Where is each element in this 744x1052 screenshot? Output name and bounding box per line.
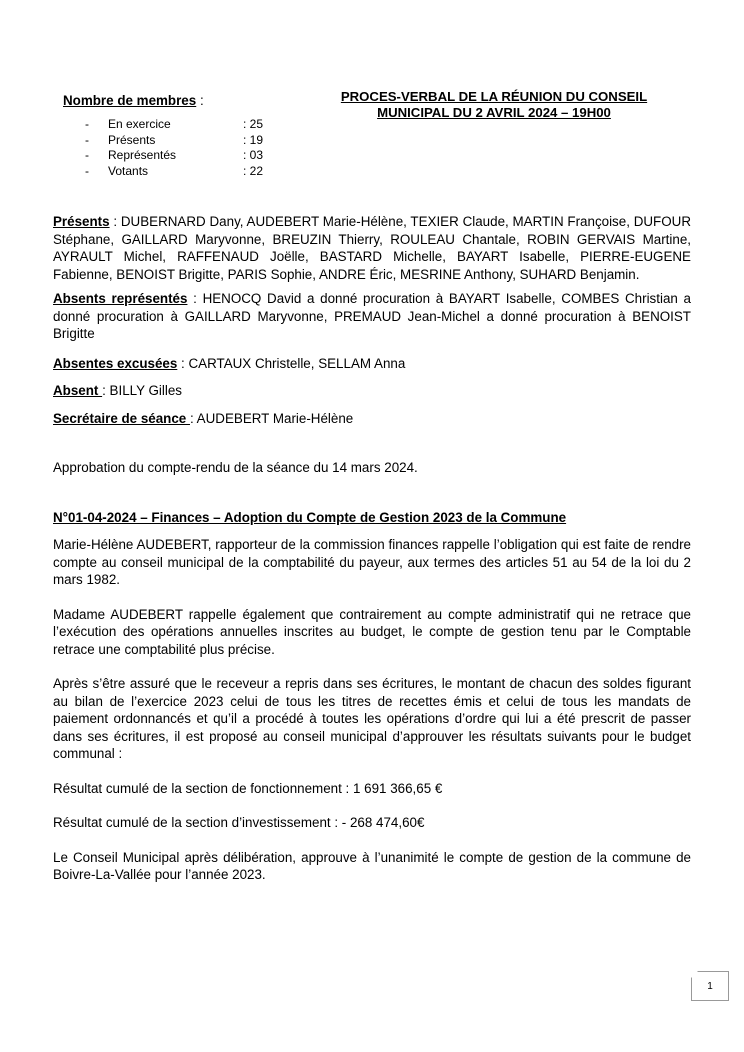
result-investissement: Résultat cumulé de la section d’investissement : - 268 474,60€ xyxy=(53,815,425,830)
represented-paragraph: Absents représentés : HENOCQ David a donné procuration à BAYART Isabelle, COMBES Christian a donné procuration à GAILLARD Maryvonne, PREMAUD Jean-Michel a donné procuration à BENOIST Brigitte xyxy=(53,291,691,341)
members-item: - Présents : 19 xyxy=(85,132,264,147)
members-item: - En exercice : 25 xyxy=(85,117,264,131)
result-fonctionnement: Résultat cumulé de la section de fonctionnement : 1 691 366,65 € xyxy=(53,780,443,796)
title-line-2: MUNICIPAL DU 2 AVRIL 2024 – 19H00 xyxy=(377,105,611,120)
presents-paragraph: Présents : DUBERNARD Dany, AUDEBERT Marie-Hélène, TEXIER Claude, MARTIN Françoise, DUFOUR Stéphane, GAILLARD Maryvonne, BREUZIN Thierry, ROULEAU Chantale, ROBIN GERVAIS Martine, AYRAULT Michel, RAFFENAUD Joëlle, BASTARD Michelle, BAYART Isabelle, PIERRE-EUGENE Fabienne, BENOIST Brigitte, PARIS Sophie, ANDRE Éric, MESRINE Anthony, SUHARD Benjamin. xyxy=(53,214,691,282)
section-paragraph-3: Après s’être assuré que le receveur a repris dans ses écritures, le montant de chacun des soldes figurant au bilan de l’exercice 2023 celui de tous les titres de recettes émis et celui de tous les mandats de paiement ordonnancés et qu’il a procédé à toutes les opérations d’ordre qui lui a été prescrit de passer dans ses écritures, il est proposé au conseil municipal d’approuver les résultats suivants pour le budget communal : xyxy=(53,676,691,761)
members-block xyxy=(63,93,303,179)
absent-paragraph: Absent : BILLY Gilles xyxy=(53,383,182,398)
members-item: - Votants : 22 xyxy=(85,163,264,178)
section-paragraph-2: Madame AUDEBERT rappelle également que contrairement au compte administratif qui ne retrace que l’exécution des opérations annuelles inscrites au budget, le compte de gestion tenu par le Comptable retrace une comptabilité plus précise. xyxy=(53,606,691,657)
document-body xyxy=(53,213,691,884)
section-heading: N°01-04-2024 – Finances – Adoption du Compte de Gestion 2023 de la Commune xyxy=(53,509,567,525)
secretary-paragraph: Secrétaire de séance : AUDEBERT Marie-Hélène xyxy=(53,410,354,426)
title-line-1: PROCES-VERBAL DE LA RÉUNION DU CONSEIL xyxy=(340,89,648,104)
document-title xyxy=(318,89,670,121)
members-heading: Nombre de membres : xyxy=(63,93,204,108)
members-item: - Représentés : 03 xyxy=(85,148,264,163)
members-list xyxy=(63,117,303,179)
page-number: 1 xyxy=(691,971,729,1001)
approval-paragraph: Approbation du compte-rendu de la séance du 14 mars 2024. xyxy=(53,460,418,475)
decision-paragraph: Le Conseil Municipal après délibération, approuve à l’unanimité le compte de gestion de la commune de Boivre-La-Vallée pour l’année 2023. xyxy=(53,849,691,882)
excused-paragraph: Absentes excusées : CARTAUX Christelle, SELLAM Anna xyxy=(53,355,406,371)
section-paragraph-1: Marie-Hélène AUDEBERT, rapporteur de la commission finances rappelle l’obligation qui est faite de rendre compte au conseil municipal de la comptabilité du payeur, aux termes des articles 51 au 54 de la loi du 2 mars 1982. xyxy=(53,537,691,587)
